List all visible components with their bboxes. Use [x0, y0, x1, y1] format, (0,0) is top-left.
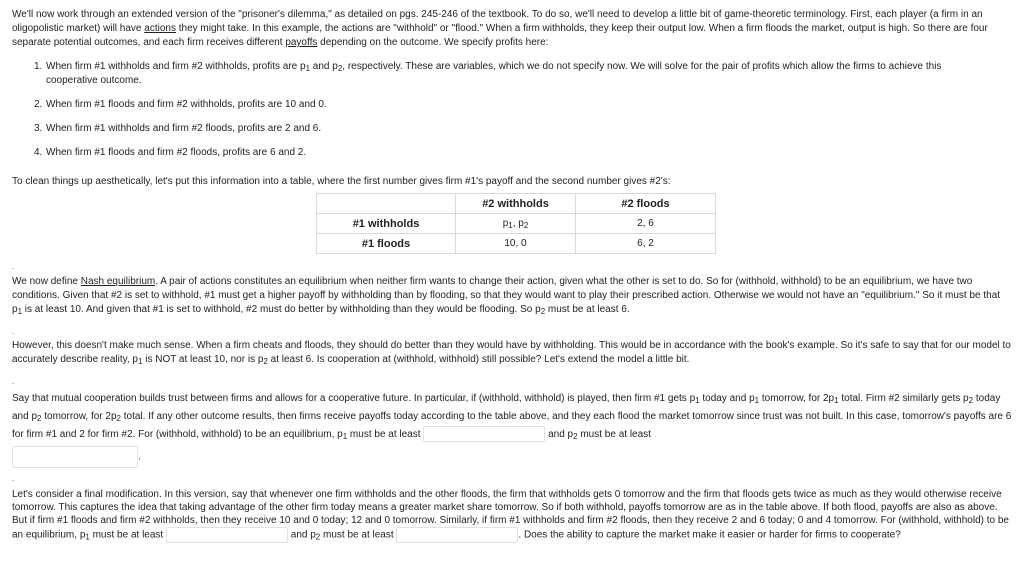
dot-separator: . [12, 262, 15, 271]
p2-minimum-input[interactable] [12, 446, 138, 468]
payoff-table [316, 193, 716, 254]
cell-withhold-withhold: $p_1$, $p_2$ [456, 214, 576, 234]
table-intro: To clean things up aesthetically, let's put this information into a table, where the first number gives firm #1's payoff and the second number gives #2's: [12, 176, 671, 187]
cell-flood-withhold: 10, 0 [456, 234, 576, 254]
actions-link[interactable]: actions [144, 23, 176, 34]
dot-separator: . [12, 327, 15, 336]
cell-withhold-flood: 2, 6 [576, 214, 716, 234]
intro-paragraph [12, 8, 1012, 50]
col-header-floods: #2 floods [576, 194, 716, 214]
table-corner-cell [317, 194, 456, 214]
p1-minimum-input[interactable] [423, 426, 545, 442]
row-header-withholds: #1 withholds [317, 214, 456, 234]
dot-separator: . [12, 474, 15, 483]
however-paragraph: However, this doesn't make much sense. When a firm cheats and floods, they should do better than they would have by withholding. This would be in accordance with the book's example. So it's safe to say that for our model to accurately describe reality, $p_1$ is NOT at least 10, nor is $p_2$ at least 6. Is cooperation at (withhold, withhold) still possible? Let's extend the model a little bit. [12, 340, 1011, 366]
dot-separator: . [12, 377, 15, 386]
payoffs-link[interactable]: payoffs [285, 37, 318, 48]
mutual-paragraph: Say that mutual cooperation builds trust between firms and allows for a cooperative future. In particular, if (withhold, withhold) is played, then firm #1 gets $p_1$ today and $p_1$ tomorrow, for $2p_1$ total. Firm #2 similarly gets $p_2$ today and $p_2$ tomorrow, for $2p_2$ total. If any other outcome results, then firms receive payoffs today according to the table above, and they each flood the market tomorrow since trust was not built. In this case, tomorrow's payoffs are 6 for firm #1 and 2 for firm #2. For (withhold, withhold) to be an equilibrium, $p_1$ must be at least and $p_2$ must be at least . [12, 390, 1012, 468]
nash-equilibrium-link[interactable]: Nash equilibrium [80, 276, 156, 287]
cell-flood-flood: 6, 2 [576, 234, 716, 254]
final-p1-minimum-input[interactable] [166, 527, 288, 543]
outcome-item-1: 1. When firm #1 withholds and firm #2 withholds, profits are $p_1$ and $p_2$, respectively. These are variables, which we do not specify now. We will solve for the pair of profits which allow the firms to achieve this cooperative outcome. [34, 61, 942, 86]
intro-text: We'll now work through an extended version of the "prisoner's dilemma," as detailed on pgs. 245-246 of the textbook. To do so, we'll need to develop a little bit of game-theoretic terminology. First, each player (a firm in an oligopolistic market) will have actions they might take. In this example, the actions are "withhold" or "flood." When a firm withholds, they keep their output low. When a firm floods the market, output is high. So there are four separate potential outcomes, and each firm receives different payoffs depending on the outcome. We specify profits here: [12, 9, 988, 48]
outcomes-list [34, 60, 994, 160]
col-header-withholds: #2 withholds [456, 194, 576, 214]
table-header-row [317, 194, 716, 214]
outcome-item-4: 4. When firm #1 floods and firm #2 floods, profits are 6 and 2. [34, 147, 307, 158]
final-paragraph: Let's consider a final modification. In this version, say that whenever one firm withholds and the other floods, the firm that withholds gets 0 tomorrow and the firm that floods gets twice as much as they would otherwise receive tomorrow. This captures the idea that taking advantage of the other firm today means a greater market share tomorrow. So if both withhold, payoffs tomorrow are as in the table above. If both flood, payoffs are also as above. But if firm #1 floods and firm #2 withholds, then they receive 10 and 0 today; 12 and 0 tomorrow. Similarly, if firm #1 withholds and firm #2 floods, then they receive 2 and 6 today; 0 and 4 tomorrow. For (withhold, withhold) to be an equilibrium, $p_1$ must be at least and $p_2$ must be at least . Does the ability to capture the market make it easier or harder for firms to cooperate? [12, 489, 1009, 542]
outcome-item-3: 3. When firm #1 withholds and firm #2 floods, profits are 2 and 6. [34, 123, 322, 134]
final-p2-minimum-input[interactable] [396, 527, 518, 543]
table-row [317, 234, 716, 254]
nash-paragraph: We now define Nash equilibrium. A pair of actions constitutes an equilibrium when neither firm wants to change their action, given what the other is set to do. So for (withhold, withhold) to be an equilibrium, we have two conditions. Given that #2 is set to withhold, #1 must get a higher payoff by withholding than by flooding, so that they would want to play their prescribed action. Otherwise we would not have an "equilibrium." So it must be that $p_1$ is at least 10. And given that #1 is set to withhold, #2 must do better by withholding than they would be flooding. So $p_2$ must be at least 6. [12, 276, 1001, 316]
table-row [317, 214, 716, 234]
row-header-floods: #1 floods [317, 234, 456, 254]
outcome-item-2: 2. When firm #1 floods and firm #2 withholds, profits are 10 and 0. [34, 99, 327, 110]
